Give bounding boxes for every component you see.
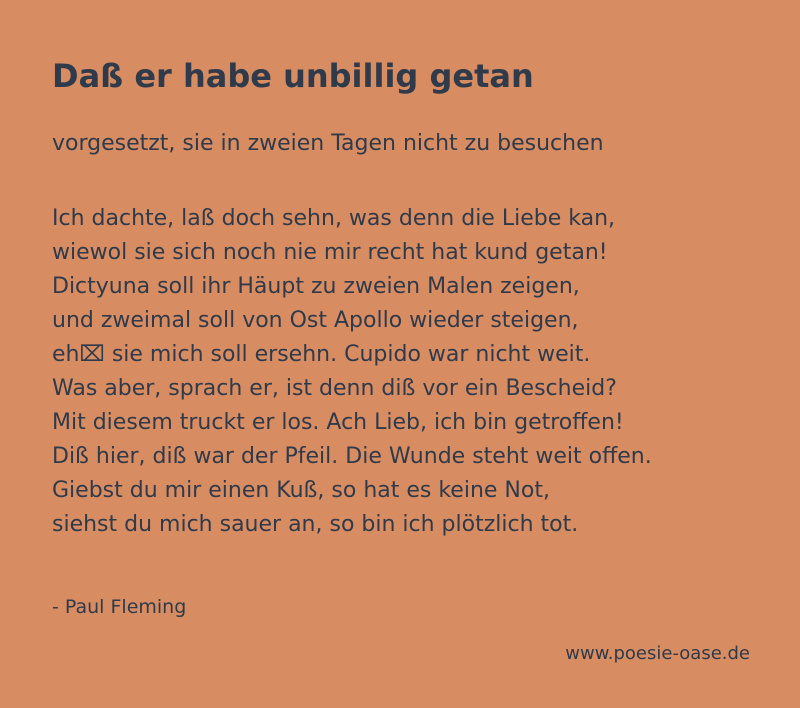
website-credit: www.poesie-oase.de (565, 643, 750, 664)
poem-line: siehst du mich sauer an, so bin ich plötzlich tot. (52, 512, 579, 537)
poem-line: wiewol sie sich noch nie mir recht hat kund getan! (52, 240, 608, 265)
poem-line: und zweimal soll von Ost Apollo wieder steigen, (52, 308, 579, 333)
poem-line: Was aber, sprach er, ist denn diß vor ein Bescheid? (52, 376, 617, 401)
poem-subtitle: vorgesetzt, sie in zweien Tagen nicht zu besuchen (52, 131, 604, 156)
poem-author: - Paul Fleming (52, 596, 187, 618)
poem-line: Dictyuna soll ihr Häupt zu zweien Malen zeigen, (52, 274, 580, 299)
poem-text (52, 202, 652, 542)
poem-line: Diß hier, diß war der Pfeil. Die Wunde steht weit offen. (52, 444, 652, 469)
poem-title: Daß er habe unbillig getan (52, 57, 534, 95)
poem-line: eh⌧ sie mich soll ersehn. Cupido war nicht weit. (52, 342, 591, 367)
poem-line: Mit diesem truckt er los. Ach Lieb, ich bin getroffen! (52, 410, 624, 435)
poem-line: Ich dachte, laß doch sehn, was denn die Liebe kan, (52, 206, 616, 231)
poem-line: Giebst du mir einen Kuß, so hat es keine Not, (52, 478, 550, 503)
